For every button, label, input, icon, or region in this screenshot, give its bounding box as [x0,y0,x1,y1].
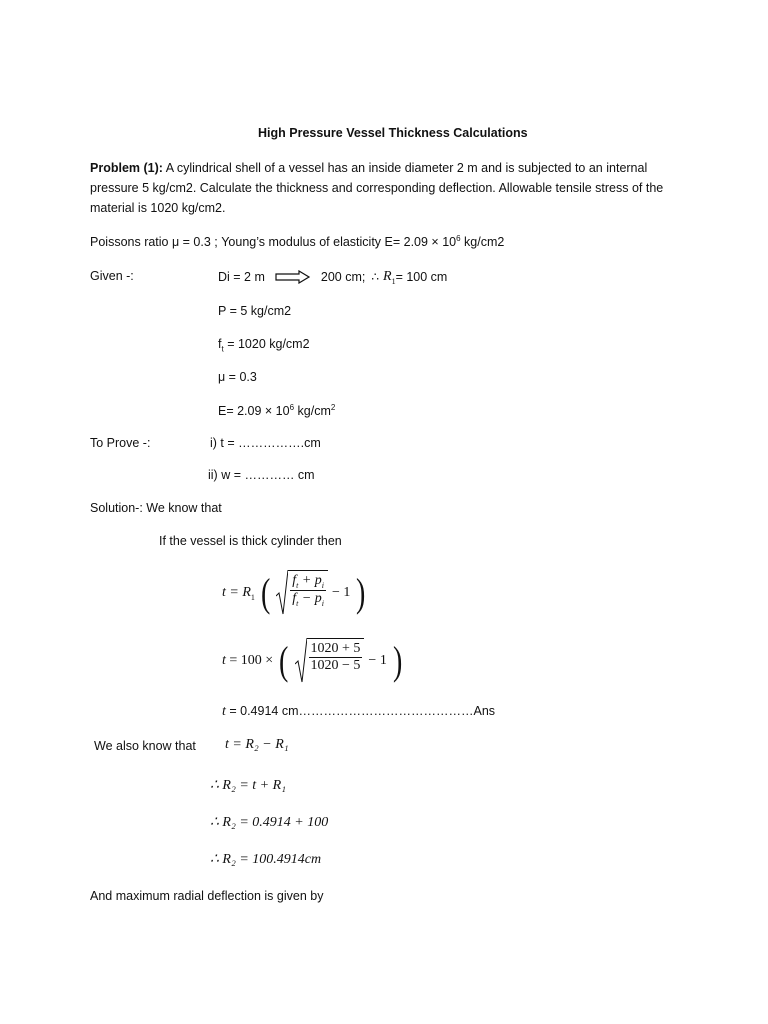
given-p: P = 5 kg/cm2 [218,304,292,318]
answer-thickness: t = 0.4914 cm……………………………………Ans [222,704,496,719]
equation-r2-result: ∴ R₂ = 100.4914cm [210,852,322,867]
equation-r2-sum: ∴ R₂ = t + R₁ [210,778,287,793]
formula1-lhs: $t = R_1$ [222,584,255,602]
arrow-right-icon [275,270,311,284]
to-prove-item-2: ii) w = ………… cm [208,468,315,482]
given-mu: μ = 0.3 [218,370,257,384]
given-ft: $f_t = 1020$ kg/cm2 [218,337,310,354]
deflection-text: And maximum radial deflection is given by [90,889,324,903]
page-title: High Pressure Vessel Thickness Calculations [258,126,528,140]
therefore-icon: ∴ [371,269,379,284]
r1-value: = 100 cm [395,270,448,285]
formula1-tail: − 1 [332,585,351,600]
r1-symbol: $R_1$ [383,269,396,286]
problem-text: A cylindrical shell of a vessel has an inside diameter 2 m and is subjected to an internal pressure 5 kg/cm2. Calculate the thickness and corresponding deflection. Allowable tensile stress of the material is 1020 kg/cm2. [90,161,664,215]
problem-paragraph [90,158,690,218]
also-know-text: We also know that [94,739,196,753]
to-prove-label: To Prove -: [90,436,151,450]
poisson-exponent: 6 [456,234,461,243]
given-label: Given -: [90,269,134,283]
formula-thickness: $t = R_1$ ( $\frac{f_t + p_i}{f_t - p_i}$ − 1 ) [222,570,366,615]
to-prove-item-1: i) t = …………….cm [210,436,321,450]
problem-label: Problem (1): [90,161,163,175]
poisson-line [90,234,504,249]
equation-r2-values: ∴ R₂ = 0.4914 + 100 [210,815,329,830]
poisson-unit: kg/cm2 [460,235,505,250]
formula-substitution: t = 100 × ( $\frac{1020 + 5}{1020 - 5}$ − 1 ) [222,638,403,683]
di-text: Di = 2 m [218,270,265,285]
di-result: 200 cm; [320,270,366,285]
given-e: $E= 2.09 \times 10^6$ $kg/cm^2$ [218,403,336,419]
formula2-fraction: $\frac{1020 + 5}{1020 - 5}$ [310,641,361,673]
sqrt-symbol [276,570,328,616]
solution-intro: Solution-: We know that [90,501,222,515]
sqrt-symbol-2 [295,638,365,684]
given-di [218,269,447,286]
equation-t: t = R₂ − R₁ [225,737,289,752]
formula1-fraction: $\frac{f_t + p_i}{f_t - p_i}$ [292,573,325,608]
thick-cylinder-text: If the vessel is thick cylinder then [159,534,342,548]
formula2-lhs: t = 100 × [222,653,274,668]
formula2-tail: − 1 [368,653,387,668]
poisson-text: Poissons ratio μ = 0.3 ; Young’s modulus of elasticity E= 2.09 × 10 [90,235,457,250]
